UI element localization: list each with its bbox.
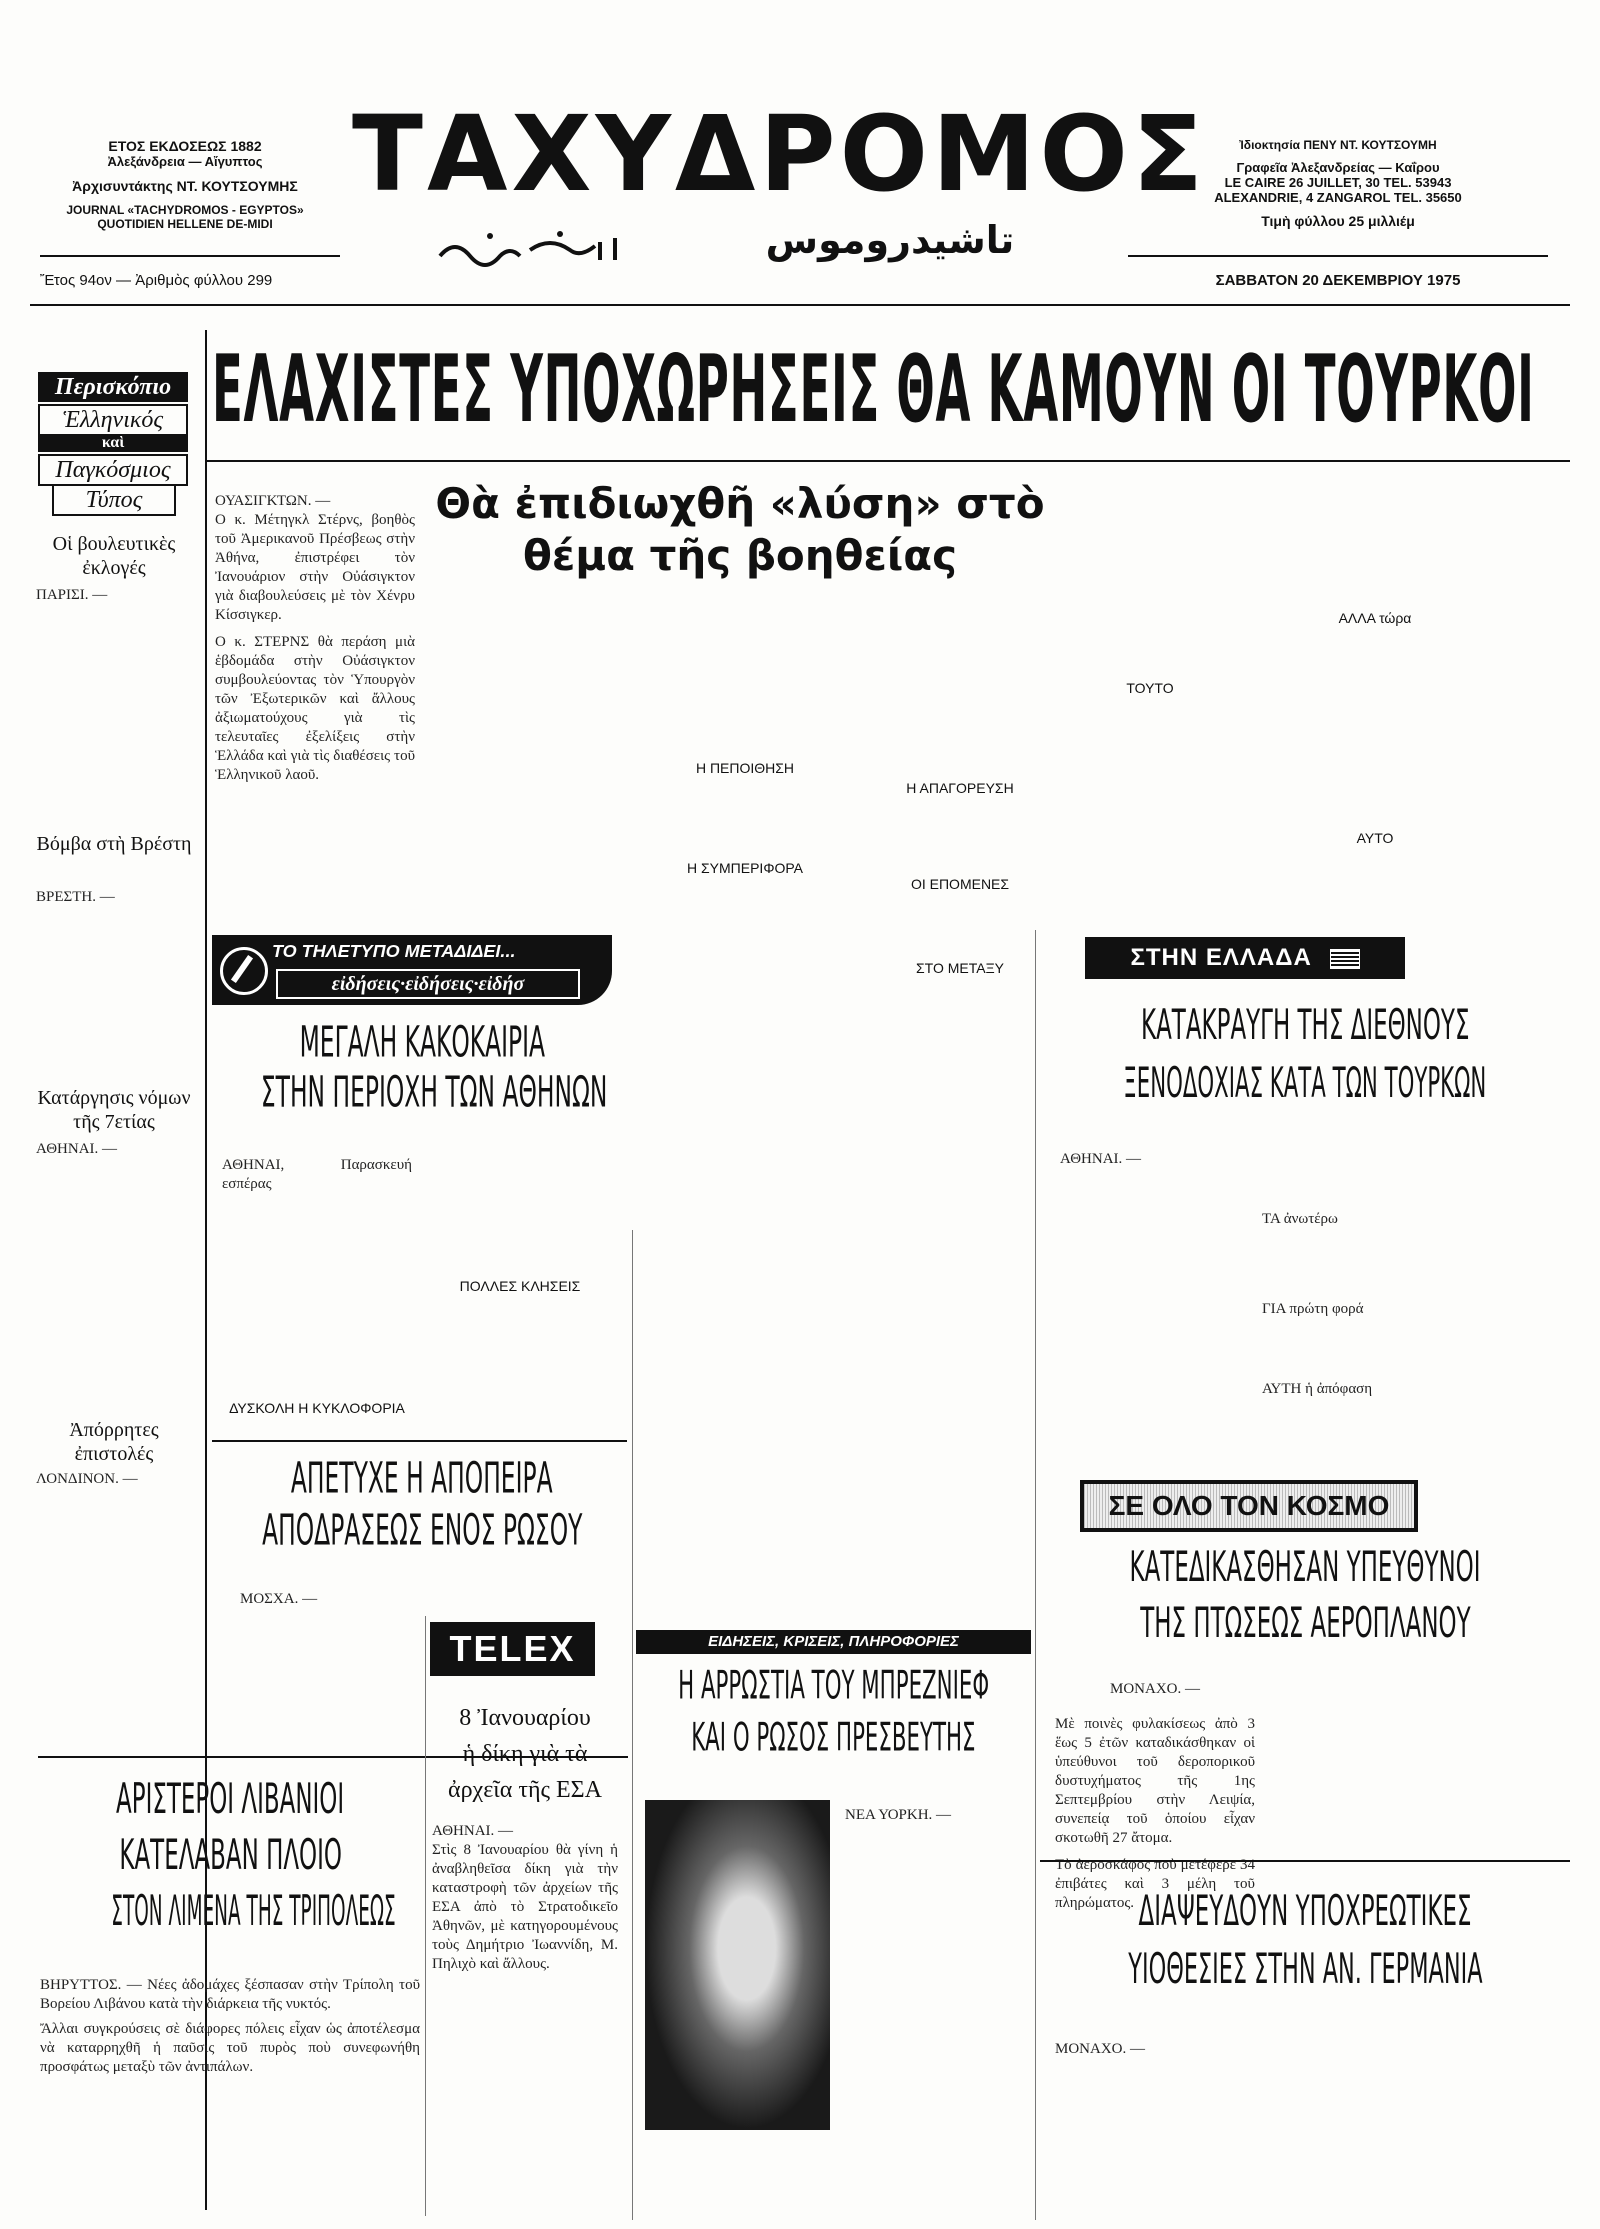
masthead-arabic-title: تاشيدروموس xyxy=(765,218,1015,262)
sidebar-dateline-vresti: ΒΡΕΣΤΗ. — xyxy=(36,889,115,905)
lebanon-headline-3: ΣΤΟΝ ΛΙΜΕΝΑ ΤΗΣ ΤΡΙΠΟΛΕΩΣ xyxy=(111,1886,396,1936)
storm-subhead-kykloforia: ΔΥΣΚΟΛΗ Η ΚΥΚΛΟΦΟΡΙΑ xyxy=(229,1400,405,1416)
sidebar-dateline-londino: ΛΟΝΔΙΝΟΝ. — xyxy=(36,1471,138,1487)
masthead-year: ΕΤΟΣ ΕΚΔΟΣΕΩΣ 1882 xyxy=(108,138,262,154)
issue-number: Ἔτος 94ον — Ἀριθμὸς φύλλου 299 xyxy=(40,272,273,289)
sidebar-title-vomva: Βόμβα στὴ Βρέστη xyxy=(36,833,192,855)
adoption-headline-1: ΔΙΑΨΕΥΔΟΥΝ ΥΠΟΧΡΕΩΤΙΚΕΣ xyxy=(1138,1886,1472,1936)
masthead-address-alexandria: ALEXANDRIE, 4 ZANGAROL TEL. 35650 xyxy=(1214,190,1462,205)
lebanon-headline-1: ΑΡΙΣΤΕΡΟΙ ΛΙΒΑΝΙΟΙ xyxy=(116,1774,345,1824)
sidebar-box-periskopio: Περισκόπιο xyxy=(38,372,188,402)
lead-subhead-sto-metaxy: ΣΤΟ ΜΕΤΑΞΥ xyxy=(915,960,1005,976)
escape-headline-2: ΑΠΟΔΡΑΣΕΩΣ ΕΝΟΣ ΡΩΣΟΥ xyxy=(261,1506,583,1556)
brezhnev-dateline: ΝΕΑ ΥΟΡΚΗ. — xyxy=(845,1807,952,1823)
greece-note-3: ΑΥΤΗ ἡ ἀπόφαση xyxy=(1262,1381,1373,1397)
world-headline-2: ΤΗΣ ΠΤΩΣΕΩΣ ΑΕΡΟΠΛΑΝΟΥ xyxy=(1139,1598,1471,1648)
telex-banner: TELEX xyxy=(430,1622,595,1676)
storm-headline-2: ΣΤΗΝ ΠΕΡΙΟΧΗ ΤΩΝ ΑΘΗΝΩΝ xyxy=(260,1068,608,1118)
telex-headline-1: 8 Ἰανουαρίου xyxy=(459,1705,591,1731)
storm-dateline: ΑΘΗΝΑΙ, Παρασκευή εσπέρας xyxy=(222,1157,412,1192)
teletype-title: ΤΟ ΤΗΛΕΤΥΠΟ ΜΕΤΑΔΙΔΕΙ... xyxy=(272,941,516,961)
lead-subhead-epomenes: ΟΙ ΕΠΟΜΕΝΕΣ xyxy=(910,876,1010,892)
teletype-subtitle: εἰδήσεις·εἰδήσεις·εἰδήσ xyxy=(276,969,580,999)
sidebar-box-kai: καὶ xyxy=(38,434,188,452)
masthead-journal-2: QUOTIDIEN HELLENE DE-MIDI xyxy=(97,217,273,231)
sidebar-box-pagkosmios: Παγκόσμιος xyxy=(38,454,188,486)
greece-banner-label: ΣΤΗΝ ΕΛΛΑΔΑ xyxy=(1130,944,1312,971)
lead-subhead-pepoithisi: Η ΠΕΠΟΙΘΗΣΗ xyxy=(695,760,795,776)
greece-note-1: ΤΑ ἀνωτέρω xyxy=(1262,1211,1338,1227)
world-paragraph-1: Μὲ ποινὲς φυλακίσεως ἀπὸ 3 ἕως 5 ἐτῶν καταδικάσθηκαν οἱ ὑπεύθυνοι τοῦ δεροπορικοῦ δυστυχήματος τῆς 1ης Σεπτεμβρίου στὴν Λειψία, συνεπείᾳ τοῦ ὁποίου εἶχαν σκοτωθῆ 27 ἄτομα. xyxy=(1055,1716,1255,1846)
sidebar-title-aporrites: Ἀπόρρητες ἐπιστολές xyxy=(69,1419,159,1465)
masthead-title: ΤΑΧΥΔΡΟΜΟΣ xyxy=(352,93,1207,215)
lead-subhead-symperifora: Η ΣΥΜΠΕΡΙΦΟΡΑ xyxy=(686,860,804,876)
greece-dateline: ΑΘΗΝΑΙ. — xyxy=(1060,1151,1142,1167)
adoption-dateline: ΜΟΝΑΧΟ. — xyxy=(1055,2041,1145,2057)
main-headline: ΕΛΑΧΙΣΤΕΣ ΥΠΟΧΩΡΗΣΕΙΣ ΘΑ ΚΑΜΟΥΝ ΟΙ ΤΟΥΡΚΟΙ xyxy=(212,336,1535,444)
brezhnev-headline-2: ΚΑΙ Ο ΡΩΣΟΣ ΠΡΕΣΒΕΥΤΗΣ xyxy=(691,1716,976,1761)
masthead-journal-1: JOURNAL «TACHYDROMOS - EGYPTOS» xyxy=(66,203,304,217)
telex-headline-2: ἡ δίκη γιὰ τὰ xyxy=(462,1741,588,1767)
lead-dateline: ΟΥΑΣΙΓΚΤΩΝ. — xyxy=(215,493,331,509)
lead-subhead: Θὰ ἐπιδιωχθῆ «λύση» στὸ θέμα τῆς βοηθείας xyxy=(435,479,1045,580)
telex-dateline: ΑΘΗΝΑΙ. — xyxy=(432,1823,514,1839)
telex-headline-3: ἀρχεῖα τῆς ΕΣΑ xyxy=(448,1777,602,1803)
greece-note-2: ΓΙΑ πρώτη φορά xyxy=(1262,1301,1364,1317)
world-dateline: ΜΟΝΑΧΟ. — xyxy=(1110,1681,1200,1697)
masthead-office: Γραφεῖα Ἀλεξανδρείας — Καΐρου xyxy=(1236,160,1440,175)
telex-paragraph: Στὶς 8 Ἰανουαρίου θὰ γίνη ἡ ἀναβληθεῖσα δίκη γιὰ τὴν καταστροφὴ τῶν ἀρχείων τῆς ΕΣΑ ἀπὸ τὸ Στρατοδικεῖο Ἀθηνῶν, μὲ κατηγορουμένους τοὺς Δημήτριο Ἰωαννίδη, Μ. Πηλιχὸ καὶ ἄλλους. xyxy=(432,1842,618,1972)
storm-headline-1: ΜΕΓΑΛΗ ΚΑΚΟΚΑΙΡΙΑ xyxy=(299,1018,545,1068)
lead-subhead-alla-tora: ΑΛΛΑ τώρα xyxy=(1338,610,1412,626)
sidebar-dateline-paris: ΠΑΡΙΣΙ. — xyxy=(36,587,108,603)
world-banner: ΣΕ ΟΛΟ ΤΟΝ ΚΟΣΜΟ xyxy=(1080,1480,1418,1532)
sidebar-dateline-athinai: ΑΘΗΝΑΙ. — xyxy=(36,1141,118,1157)
teletype-banner xyxy=(212,935,612,1005)
sidebar-box-typos: Τύπος xyxy=(52,484,176,516)
sidebar-title-katargisis: Κατάργησις νόμων τῆς 7ετίας xyxy=(37,1087,191,1133)
brezhnev-photo xyxy=(645,1800,830,2130)
masthead-owner: Ἰδιοκτησία ΠΕΝΥ ΝΤ. ΚΟΥΤΣΟΥΜΗ xyxy=(1239,138,1437,152)
brezhnev-banner: ΕΙΔΗΣΕΙΣ, ΚΡΙΣΕΙΣ, ΠΛΗΡΟΦΟΡΙΕΣ xyxy=(636,1630,1031,1654)
issue-date: ΣΑΒΒΑΤΟΝ 20 ΔΕΚΕΜΒΡΙΟΥ 1975 xyxy=(1215,272,1461,289)
greece-banner xyxy=(1085,937,1405,979)
lead-subhead-ayto: ΑΥΤΟ xyxy=(1356,830,1394,846)
greece-headline-2: ΞΕΝΟΔΟΧΙΑΣ ΚΑΤΑ ΤΩΝ ΤΟΥΡΚΩΝ xyxy=(1123,1058,1487,1108)
escape-headline-1: ΑΠΕΤΥΧΕ Η ΑΠΟΠΕΙΡΑ xyxy=(291,1454,553,1504)
masthead-address-cairo: LE CAIRE 26 JUILLET, 30 TEL. 53943 xyxy=(1224,175,1452,190)
arabic-logo-mark xyxy=(430,228,630,268)
world-headline-1: ΚΑΤΕΔΙΚΑΣΘΗΣΑΝ ΥΠΕΥΘΥΝΟΙ xyxy=(1129,1542,1481,1592)
lebanon-dateline: ΒΗΡΥΤΤΟΣ. — xyxy=(40,1977,142,1993)
brezhnev-headline-1: Η ΑΡΡΩΣΤΙΑ ΤΟΥ ΜΠΡΕΖΝΙΕΦ xyxy=(677,1664,989,1709)
world-paragraph-2: Τὸ ἀεροσκάφος ποὺ μετέφερε 34 ἐπιβάτες καὶ 3 μέλη τοῦ πληρώματος. xyxy=(1055,1857,1255,1911)
storm-subhead-kliseis: ΠΟΛΛΕΣ ΚΛΗΣΕΙΣ xyxy=(459,1278,581,1294)
masthead-city: Ἀλεξάνδρεια — Αἴγυπτος xyxy=(107,154,263,169)
lebanon-headline-2: ΚΑΤΕΛΑΒΑΝ ΠΛΟΙΟ xyxy=(119,1830,342,1880)
lead-subhead-touto: ΤΟΥΤΟ xyxy=(1126,680,1174,696)
lebanon-paragraph-1: Νέες ἀδομάχες ξέσπασαν στὴν Τρίπολη τοῦ Βορείου Λιβάνου κατὰ τὴν διάρκεια τῆς νυκτός. xyxy=(40,1977,420,2012)
masthead-editor: Ἀρχισυντάκτης ΝΤ. ΚΟΥΤΣΟΥΜΗΣ xyxy=(72,178,298,194)
greek-flag-icon xyxy=(1330,949,1360,969)
greece-headline-1: ΚΑΤΑΚΡΑΥΓΗ ΤΗΣ ΔΙΕΘΝΟΥΣ xyxy=(1140,1000,1470,1050)
lead-paragraph-1: Ο κ. Μέτηγκλ Στέρνς, βοηθὸς τοῦ Ἀμερικανοῦ Πρέσβεως στὴν Ἀθήνα, ἐπιστρέφει τὸν Ἰανουάριον στὴν Οὐάσιγκτον γιὰ διαβουλεύσεις μὲ τὸν Χένρυ Κίσσιγκερ. xyxy=(215,512,415,623)
masthead-price: Τιμὴ φύλλου 25 μιλλιέμ xyxy=(1261,213,1415,229)
lead-paragraph-2: Ο κ. ΣΤΕΡΝΣ θὰ περάση μιὰ ἑβδομάδα στὴν Οὐάσιγκτον συμβουλεύοντας τὸν Ὑπουργὸν τῶν Ἐξωτερικῶν καὶ ἄλλους ἀξιωματούχους γιὰ τὶς τελευταῖες ἐξελίξεις στὴν Ἑλλάδα καὶ γιὰ τὶς διαθέσεις τοῦ Ἑλληνικοῦ λαοῦ. xyxy=(215,634,415,783)
sidebar-box-ellinikos: Ἑλληνικός xyxy=(38,404,188,436)
adoption-headline-2: ΥΙΟΘΕΣΙΕΣ ΣΤΗΝ ΑΝ. ΓΕΡΜΑΝΙΑ xyxy=(1127,1944,1483,1994)
teletype-icon xyxy=(220,947,268,995)
lead-subhead-apagoreysi: Η ΑΠΑΓΟΡΕΥΣΗ xyxy=(906,780,1014,796)
sidebar-title-ekloges: Οἱ βουλευτικὲς ἐκλογές xyxy=(52,533,176,579)
escape-dateline: ΜΟΣΧΑ. — xyxy=(240,1591,318,1607)
lebanon-paragraph-2: Ἄλλαι συγκρούσεις σὲ διάφορες πόλεις εἶχαν ὡς ἀποτέλεσμα νὰ καταρρηχθῆ ἡ παῦσις τοῦ πυρὸς ποὺ συνεφωνήθη προσφάτως μεταξὺ τῶν ἀντιπάλων. xyxy=(40,2021,420,2075)
